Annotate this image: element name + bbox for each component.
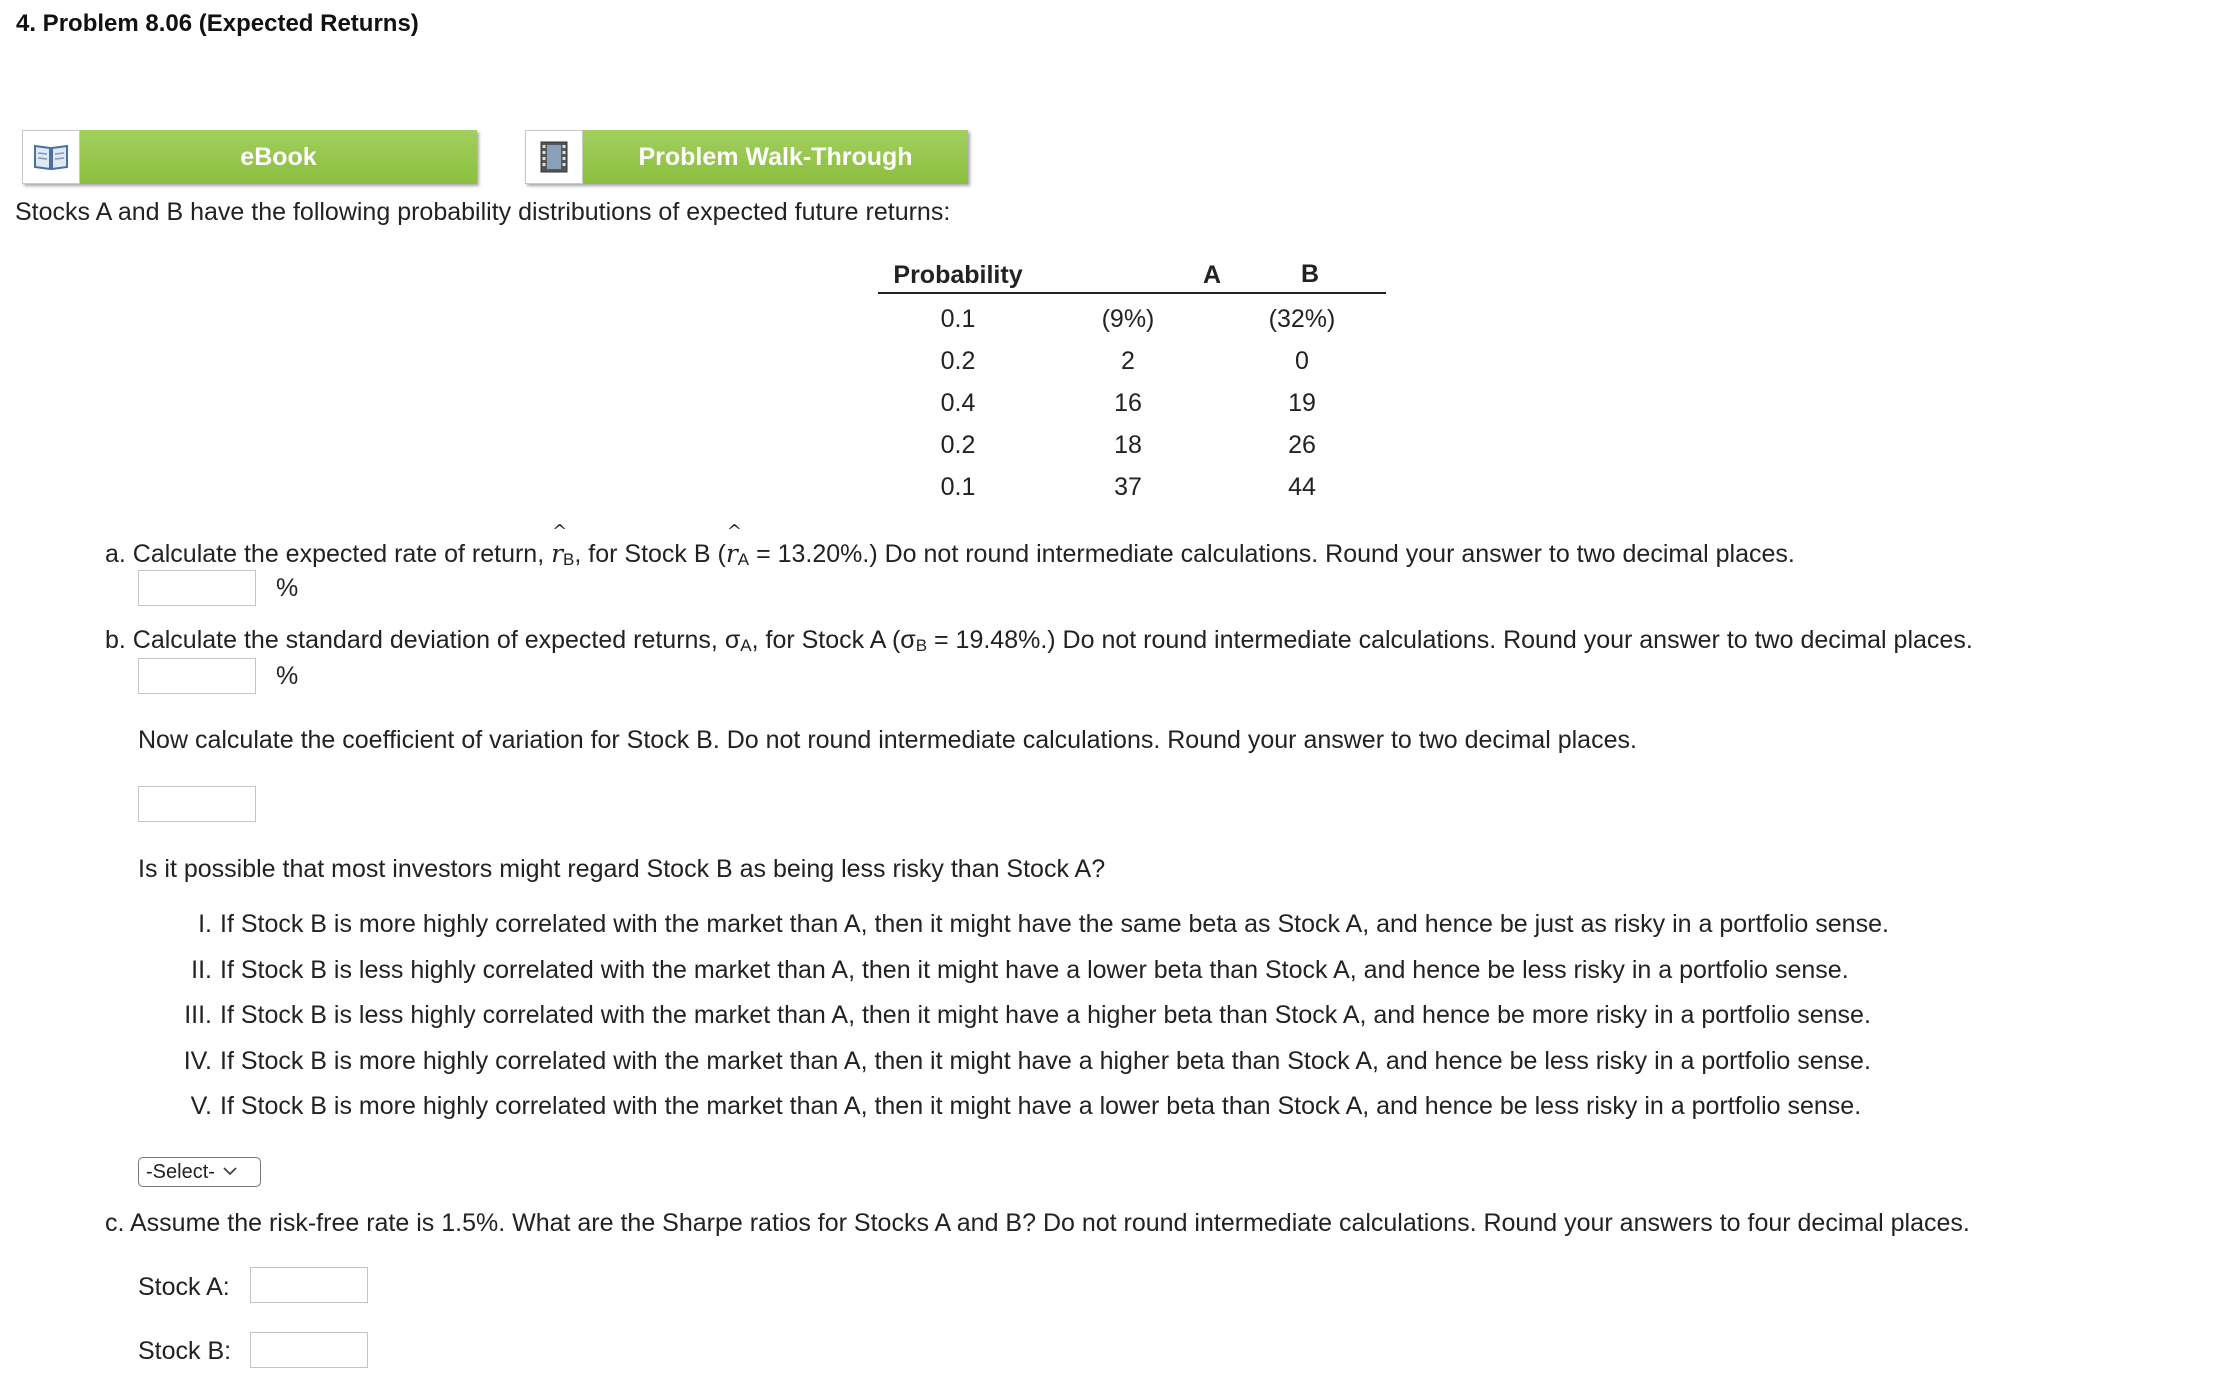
table-cell: (32%) [1268, 304, 1336, 333]
r-symbol: r [725, 539, 738, 568]
table-cell: 0.1 [940, 304, 976, 333]
list-item [94, 1001, 1889, 1047]
table-row [878, 424, 1386, 466]
table-cell: 0.2 [940, 346, 976, 375]
header-probability: Probability [878, 258, 1038, 293]
table-cell: 26 [1288, 430, 1316, 459]
option-text: If Stock B is more highly correlated with the market than A, then it might have a lower beta than Stock A, and hence be less risky in a portfolio sense. [220, 1092, 1862, 1120]
table-cell: 0.4 [940, 388, 976, 417]
chevron-down-icon [223, 1163, 237, 1181]
part-a-prefix: a. Calculate the expected rate of return, [105, 540, 552, 568]
part-b-answer-input[interactable] [138, 658, 256, 694]
table-cell: 16 [1114, 388, 1142, 417]
list-item [94, 1047, 1889, 1093]
ebook-label: eBook [80, 130, 477, 184]
table-body [878, 298, 1386, 508]
part-a-mid: , for Stock B ( [574, 540, 726, 568]
table-cell: 44 [1288, 472, 1316, 501]
table-cell: 0 [1295, 346, 1309, 375]
subscript-a: A [740, 636, 752, 655]
stock-b-label: Stock B: [138, 1337, 232, 1365]
table-cell: 0.1 [940, 472, 976, 501]
table-cell: 2 [1121, 346, 1135, 375]
list-item [94, 956, 1889, 1002]
table-cell: 18 [1114, 430, 1142, 459]
list-item [94, 910, 1889, 956]
subscript-b: B [915, 636, 928, 655]
list-item [94, 1092, 1889, 1138]
book-icon [22, 130, 80, 184]
options-list [94, 910, 1889, 1138]
header-a: A [1038, 258, 1386, 293]
stock-a-sharpe-input[interactable] [250, 1267, 368, 1303]
problem-walkthrough-label: Problem Walk-Through [583, 130, 968, 184]
risk-answer-select[interactable] [138, 1157, 261, 1187]
part-a-prompt [105, 521, 1795, 570]
subscript-a: A [737, 550, 750, 569]
table-row [878, 340, 1386, 382]
part-c-prompt: c. Assume the risk-free rate is 1.5%. What are the Sharpe ratios for Stocks A and B? Do not round intermediate calculations. Round your answers to four decimal places. [105, 1209, 1970, 1237]
risk-question: Is it possible that most investors might regard Stock B as being less risky than Stock A? [138, 855, 1106, 883]
part-b-prompt [105, 626, 1973, 656]
table-cell: (9%) [1101, 304, 1155, 333]
part-a-suffix: = 13.20%.) Do not round intermediate calculations. Round your answer to two decimal places. [749, 540, 1795, 568]
option-number: IV. [183, 1046, 212, 1075]
option-number: V. [190, 1092, 212, 1120]
r-hat-a-symbol: ^ r [725, 521, 742, 568]
part-b-prefix: b. Calculate the standard deviation of expected returns, σ [105, 626, 741, 654]
part-a-answer-input[interactable] [138, 570, 256, 606]
ebook-button[interactable] [22, 130, 477, 184]
stock-b-sharpe-input[interactable] [250, 1332, 368, 1368]
table-cell: 0.2 [940, 430, 976, 459]
option-text: If Stock B is less highly correlated with the market than A, then it might have a lower beta than Stock A, and hence be less risky in a portfolio sense. [220, 955, 1849, 984]
header-b-label: B [1301, 260, 1320, 288]
part-b-suffix: = 19.48%.) Do not round intermediate calculations. Round your answer to two decimal places. [927, 626, 1973, 654]
table-row [878, 382, 1386, 424]
option-number: II. [191, 955, 212, 984]
percent-unit: % [276, 574, 299, 602]
table-row [878, 298, 1386, 340]
table-cell: 37 [1114, 472, 1142, 501]
option-number: I. [198, 910, 212, 938]
r-symbol: r [551, 539, 564, 568]
option-text: If Stock B is more highly correlated with the market than A, then it might have a higher beta than Stock A, and hence be less risky in a portfolio sense. [220, 1046, 1871, 1075]
table-cell: 19 [1288, 388, 1316, 417]
part-b-mid: , for Stock A (σ [751, 626, 916, 654]
subscript-b: B [563, 550, 575, 569]
r-hat-b-symbol: ^ r [551, 521, 568, 568]
option-text: If Stock B is more highly correlated with the market than A, then it might have the same beta as Stock A, and hence be just as risky in a portfolio sense. [220, 910, 1889, 938]
percent-unit: % [276, 662, 299, 690]
problem-walkthrough-button[interactable] [525, 130, 968, 184]
intro-text: Stocks A and B have the following probability distributions of expected future returns: [15, 198, 951, 226]
option-text: If Stock B is less highly correlated with the market than A, then it might have a higher beta than Stock A, and hence be more risky in a portfolio sense. [220, 1001, 1871, 1029]
page-title: 4. Problem 8.06 (Expected Returns) [16, 10, 419, 37]
stock-a-label: Stock A: [138, 1273, 230, 1301]
option-number: III. [184, 1001, 212, 1029]
cv-answer-input[interactable] [138, 786, 256, 822]
film-icon [525, 130, 583, 184]
cv-prompt: Now calculate the coefficient of variation for Stock B. Do not round intermediate calculations. Round your answer to two decimal places. [138, 726, 1637, 754]
table-row [878, 466, 1386, 508]
select-value: -Select- [146, 1160, 215, 1183]
